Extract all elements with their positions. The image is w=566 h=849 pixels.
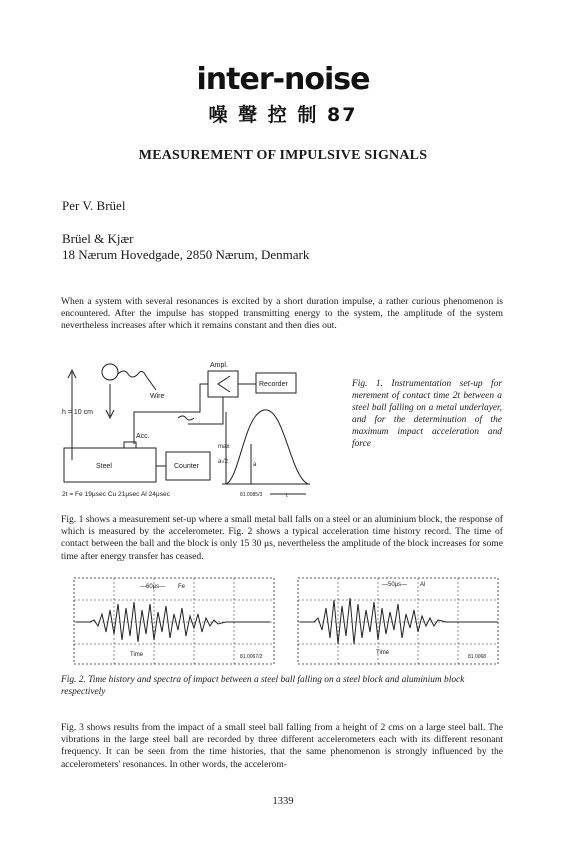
abstract-paragraph: When a system with several resonances is excited by a short duration impulse, a rather curious phenomenon is encountered. After the impulse has stopped transmitting energy to the system, the amplitude of the system nevertheless increases after which it remains constant and then dies out. <box>61 296 503 332</box>
left-material-label: Fe <box>178 584 186 590</box>
left-oscillogram <box>74 578 274 664</box>
wire-curl <box>118 371 156 390</box>
paper-title: MEASUREMENT OF IMPULSIVE SIGNALS <box>138 148 428 163</box>
paragraph-1: Fig. 1 shows a measurement set-up where a small metal ball falls on a steel or an aluminium block, the response of which is measured by the accelerometer. Fig. 2 shows a typical acceleration time history record. The time of contact between the ball and the block is only 15 30 μs, nevertheless the amplitude of the block increases for some time after energy transfer has ceased. <box>61 514 503 562</box>
right-acceleration-trace <box>300 598 498 644</box>
right-time-label: Time <box>376 650 390 656</box>
amplifier-label: Ampl. <box>210 362 228 369</box>
left-scale-label: —60μs— <box>140 584 166 590</box>
affiliation-line-1: Brüel & Kjær <box>62 231 134 246</box>
sqrt-label: a√2 <box>218 459 228 465</box>
recorder-label: Recorder <box>259 381 288 388</box>
steel-ball <box>102 364 118 380</box>
right-scale-label: —50μs— <box>382 582 408 588</box>
right-material-label: Al <box>420 582 426 588</box>
right-figure-id: 81.0068 <box>468 654 487 660</box>
contact-time-values: 2t = Fe 19μsec Cu 21μsec Al 24μsec <box>62 491 170 498</box>
author-name: Per V. Brüel <box>62 198 126 213</box>
figure-1-caption: Fig. 1. Instrumentation set-up for merement of contact time 2t between a steel ball falling on a metal underlayer, and for the determinution of the maximum impact acceleration and force <box>352 379 502 449</box>
conference-logo-subtitle: 噪 聲 控 制 87 <box>208 104 358 126</box>
figure-2-caption: Fig. 2. Time history and spectra of impact between a steel ball falling on a steel block and aluminium block respectively <box>61 675 465 697</box>
figure-1-diagram <box>58 358 348 500</box>
paragraph-2: Fig. 3 shows results from the impact of a small steel ball falling from a height of 2 cms on a large steel ball. The vibrations in the large steel ball are recorded by three different accelerometers each with its different resonant frequency. It can be seen from the time histories, that the same phenomenon is strongly influenced by the accelerometers' resonances. In other words, the accelerom- <box>61 722 503 770</box>
time-span-label: t <box>286 493 288 499</box>
affiliation-line-2: 18 Nærum Hovedgade, 2850 Nærum, Denmark <box>62 247 310 262</box>
left-time-label: Time <box>130 652 144 658</box>
amplitude-label: a <box>253 462 257 468</box>
figure-2-oscillograms <box>70 574 504 670</box>
amplifier-box <box>208 371 238 397</box>
wire-label: Wire <box>150 393 165 400</box>
counter-label: Counter <box>174 463 199 470</box>
conference-logo: inter-noise <box>196 62 370 97</box>
accelerometer-label: Acc. <box>136 433 150 440</box>
left-figure-id: 81.0067/2 <box>240 654 263 660</box>
right-oscillogram <box>298 578 498 664</box>
figure-1-id: 81.0085/3 <box>240 492 263 498</box>
pulse-curve <box>226 410 308 484</box>
steel-label: Steel <box>96 463 112 470</box>
left-acceleration-trace <box>76 602 270 642</box>
page-number: 1339 <box>272 796 294 807</box>
max-label: max <box>218 444 230 450</box>
amplifier-symbol <box>218 376 230 392</box>
height-label: h = 10 cm <box>62 409 93 416</box>
